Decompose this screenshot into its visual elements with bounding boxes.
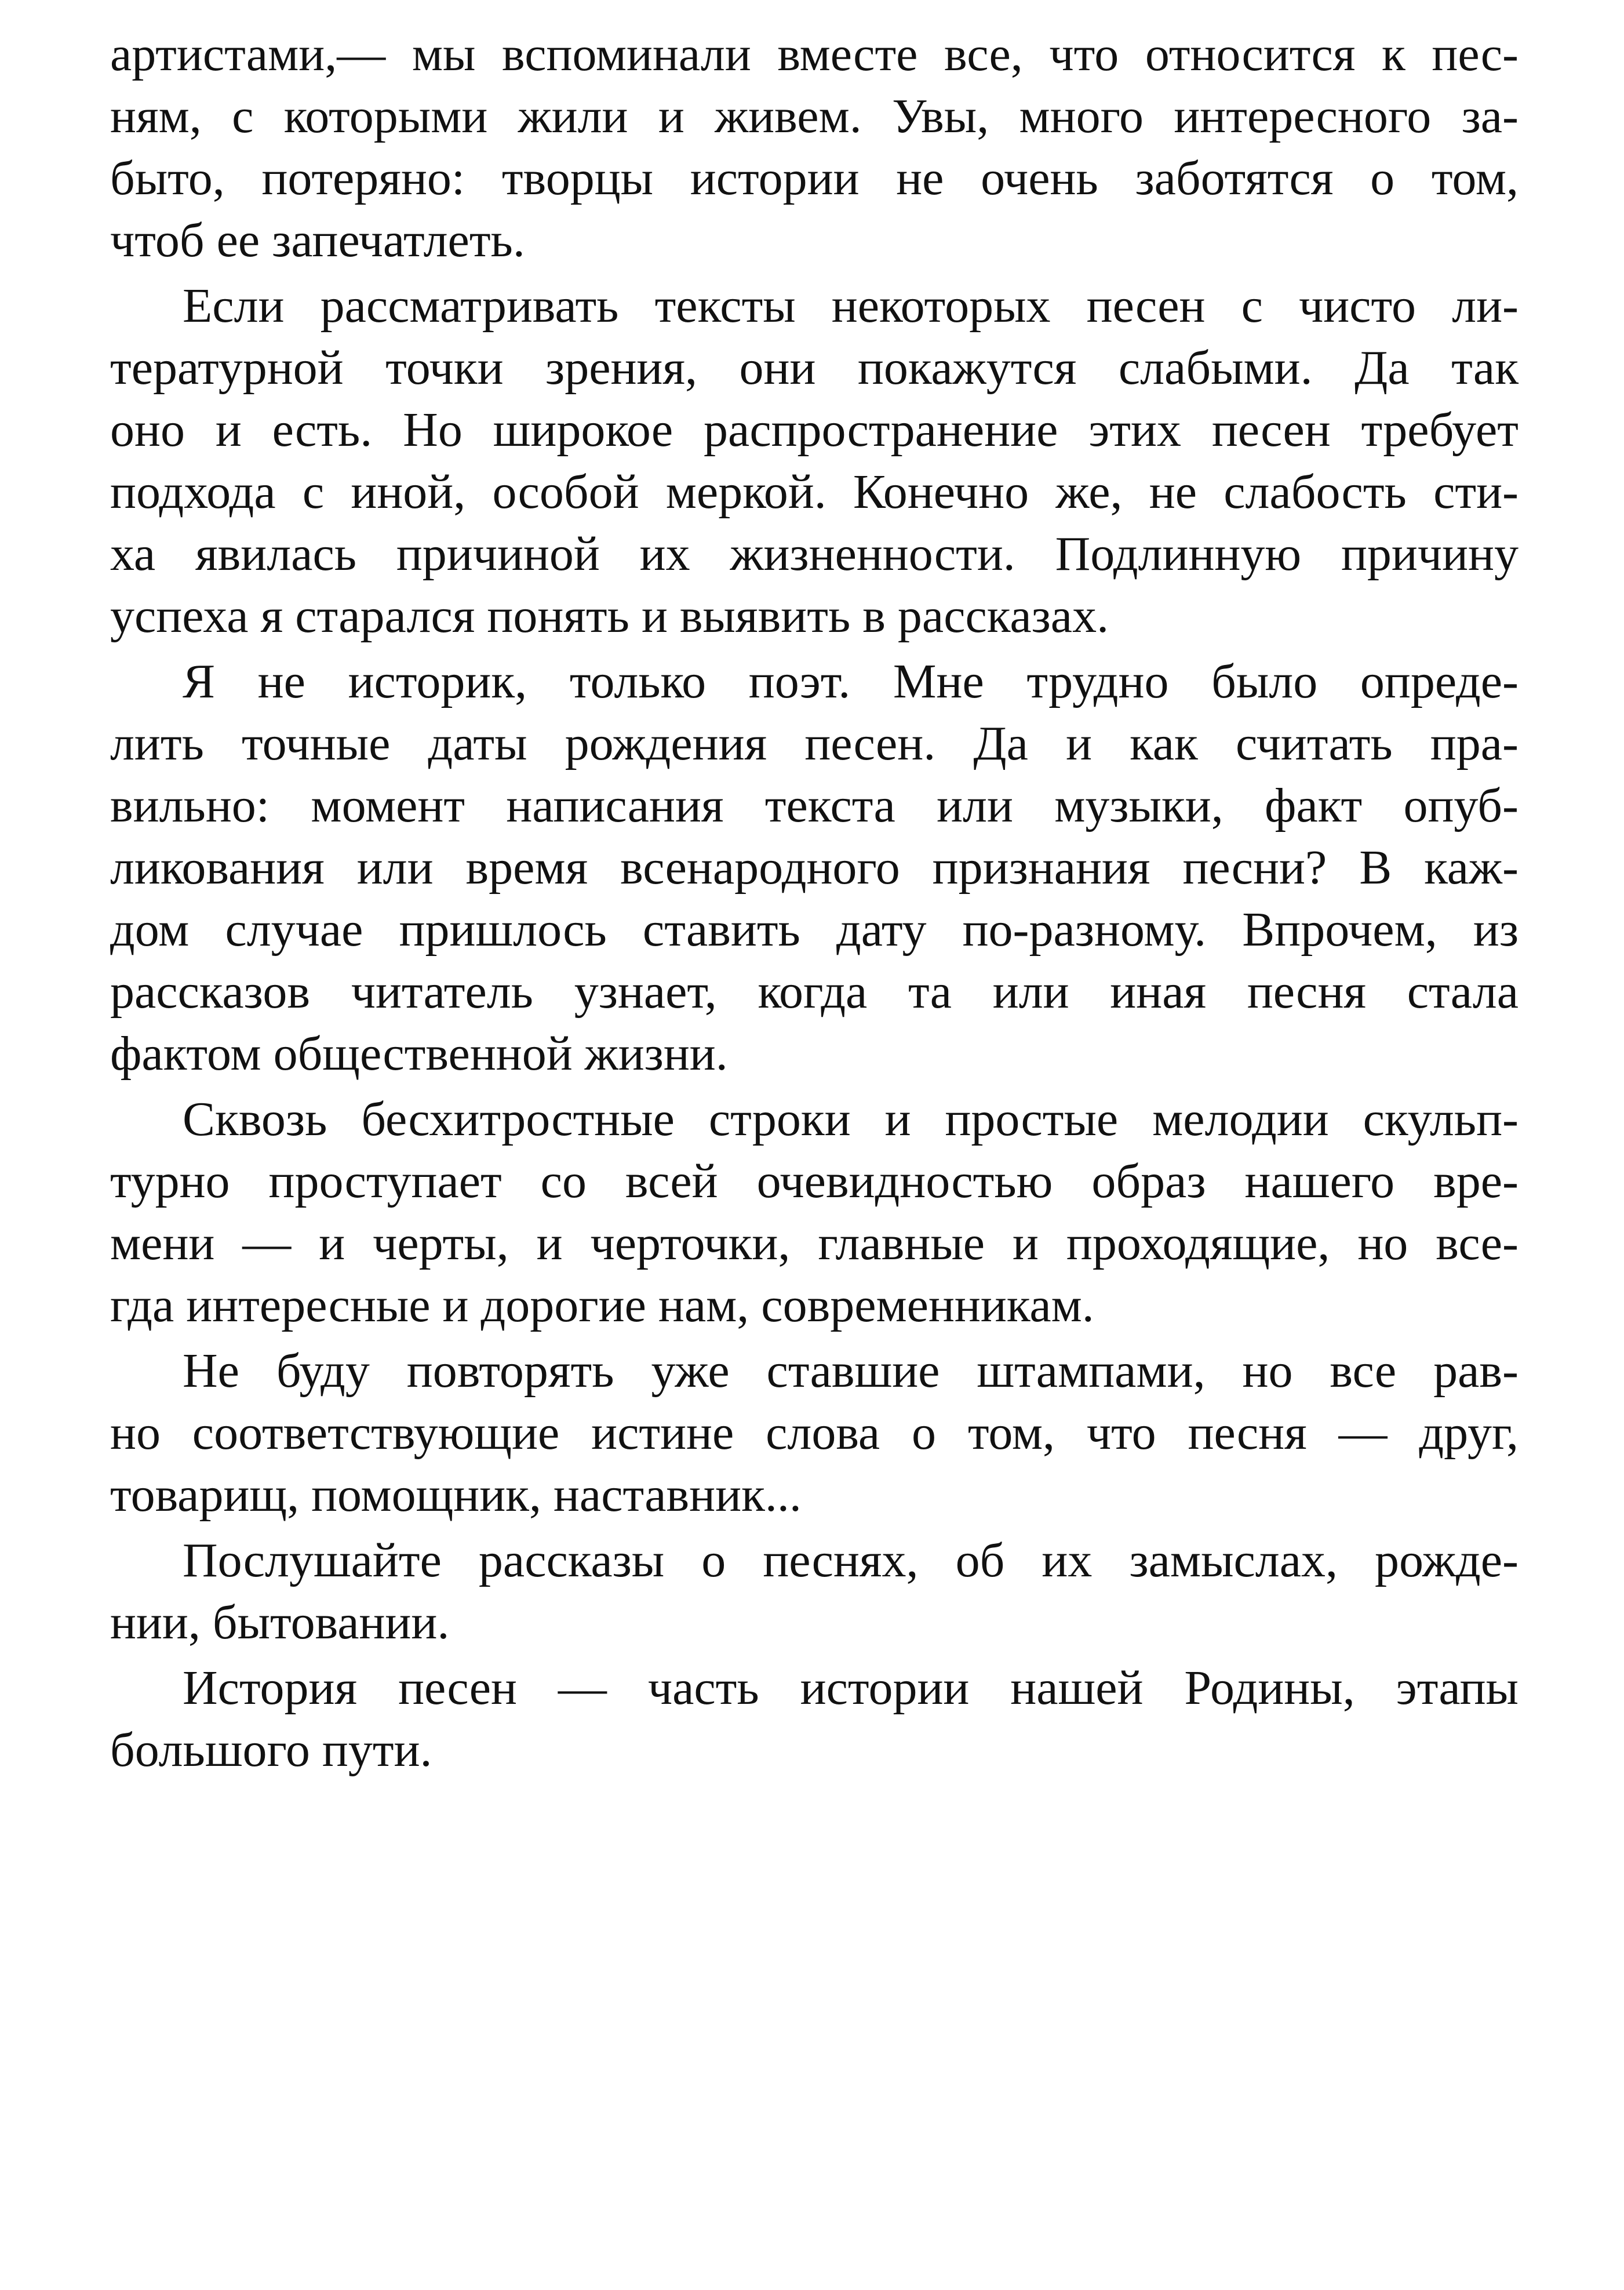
text-line: чтоб ее запечатлеть. — [110, 213, 525, 267]
text-line: мени — и черты, и черточки, главные и проходящие, но все- — [110, 1216, 1519, 1270]
text-line: рассказов читатель узнает, когда та или иная песня стала — [110, 965, 1519, 1019]
text-line: успеха я старался понять и выявить в рассказах. — [110, 589, 1109, 643]
text-line: тературной точки зрения, они покажутся слабыми. Да так — [110, 341, 1519, 395]
paragraph-3 — [110, 650, 1519, 1085]
text-line: ликования или время всенародного признания песни? В каж- — [110, 841, 1519, 895]
paragraph-5 — [110, 1340, 1519, 1526]
text-line: ням, с которыми жили и живем. Увы, много интересного за- — [110, 89, 1519, 143]
text-line: но соответствующие истине слова о том, что песня — друг, — [110, 1406, 1519, 1460]
text-line: Если рассматривать тексты некоторых песен с чисто ли- — [183, 279, 1519, 333]
text-line: дом случае пришлось ставить дату по-разному. Впрочем, из — [110, 903, 1519, 957]
text-line: подхода с иной, особой меркой. Конечно же, не слабость сти- — [110, 465, 1519, 519]
text-line: фактом общественной жизни. — [110, 1027, 728, 1081]
text-line: быто, потеряно: творцы истории не очень заботятся о том, — [110, 151, 1519, 205]
paragraph-6 — [110, 1529, 1519, 1653]
paragraph-7 — [110, 1657, 1519, 1781]
text-line: Послушайте рассказы о песнях, об их замыслах, рожде- — [183, 1533, 1519, 1587]
text-line: Я не историк, только поэт. Мне трудно было опреде- — [183, 655, 1519, 708]
text-line: История песен — часть истории нашей Родины, этапы — [183, 1661, 1519, 1715]
text-line: большого пути. — [110, 1723, 432, 1777]
text-line: артистами,— мы вспоминали вместе все, что относится к пес- — [110, 27, 1519, 81]
paragraph-2 — [110, 275, 1519, 647]
text-line: лить точные даты рождения песен. Да и как считать пра- — [110, 717, 1519, 770]
paragraph-1 — [110, 23, 1519, 271]
text-line: турно проступает со всей очевидностью образ нашего вре- — [110, 1154, 1519, 1208]
text-line: ха явилась причиной их жизненности. Подлинную причину — [110, 527, 1519, 581]
text-line: вильно: момент написания текста или музыки, факт опуб- — [110, 779, 1519, 833]
text-line: товарищ, помощник, наставник... — [110, 1468, 802, 1522]
text-line: Сквозь бесхитростные строки и простые мелодии скульп- — [183, 1092, 1519, 1146]
text-line: оно и есть. Но широкое распространение этих песен требует — [110, 403, 1519, 457]
text-line: Не буду повторять уже ставшие штампами, но все рав- — [183, 1344, 1519, 1398]
paragraph-4 — [110, 1088, 1519, 1336]
text-line: нии, бытовании. — [110, 1595, 450, 1649]
text-line: гда интересные и дорогие нам, современникам. — [110, 1278, 1094, 1332]
document-page — [110, 23, 1519, 1784]
